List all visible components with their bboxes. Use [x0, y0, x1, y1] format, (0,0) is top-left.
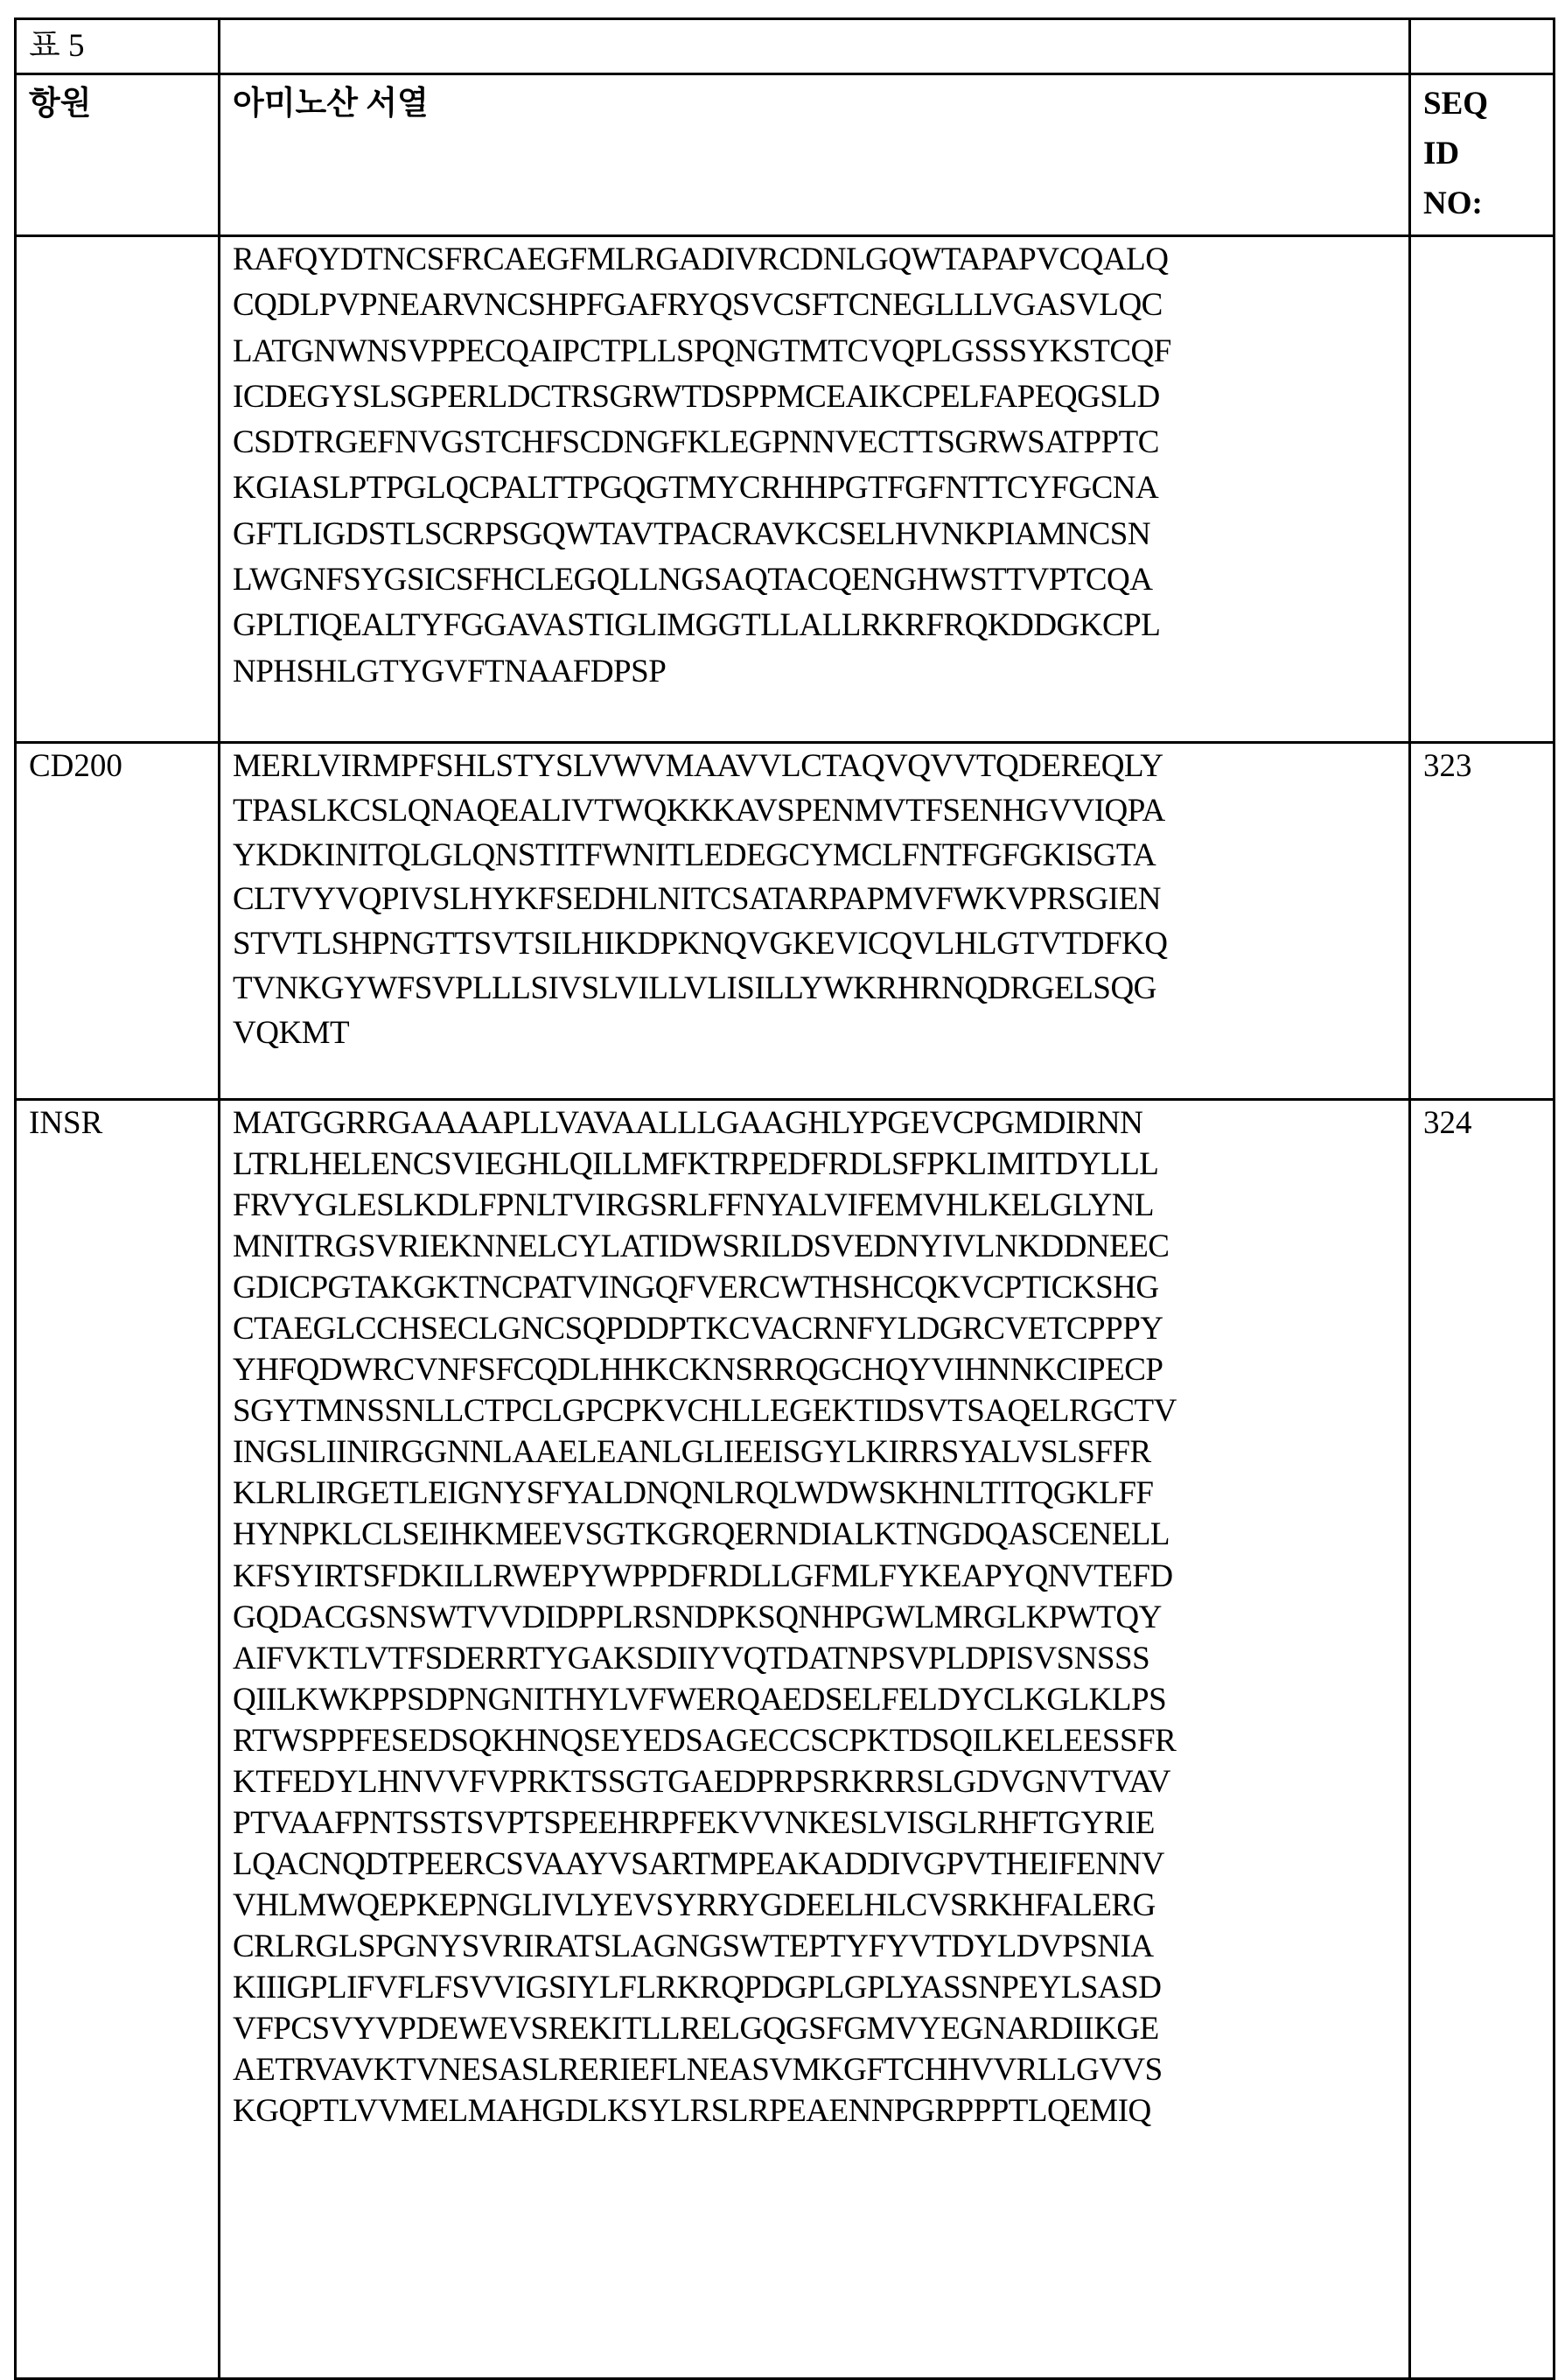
- sequence-line: KTFEDYLHNVVFVPRKTSSGTGAEDPRPSRKRRSLGDVGNVTVAV: [233, 1760, 1408, 1801]
- table-title-row: [16, 19, 1555, 74]
- sequence-line: YKDKINITQLGLQNSTITFWNITLEDEGCYMCLFNTFGFGKISGTA: [233, 833, 1408, 878]
- sequence-line: KIIIGPLIFVFLFSVVIGSIYLFLRKRQPDGPLGPLYASSNPEYLSASD: [233, 1965, 1408, 2006]
- sequence-line: YHFQDWRCVNFSFCQDLHHKCKNSRRQGCHQYVIHNNKCIPECP: [233, 1348, 1408, 1389]
- sequence-line: LATGNWNSVPPECQAIPCTPLLSPQNGTMTCVQPLGSSSYKSTCQF: [233, 329, 1408, 374]
- table-header-row: [16, 74, 1555, 236]
- sequence-line: GPLTIQEALTYFGGAVASTIGLIMGGTLLALLRKRFRQKDDGKCPL: [233, 603, 1408, 648]
- table-row: [16, 236, 1555, 743]
- sequence-line: INGSLIINIRGGNNLAAELEANLGLIEEISGYLKIRRSYALVSLSFFR: [233, 1430, 1408, 1471]
- sequence-line: HYNPKLCLSEIHKMEEVSGTKGRQERNDIALKTNGDQASCENELL: [233, 1512, 1408, 1553]
- sequence-line: MATGGRRGAAAAPLLVAVAALLLGAAGHLYPGEVCPGMDIRNN: [233, 1101, 1408, 1142]
- sequence-line: CTAEGLCCHSECLGNCSQPDDPTKCVACRNFYLDGRCVETCPPPY: [233, 1306, 1408, 1348]
- sequence-line: CQDLPVPNEARVNCSHPFGAFRYQSVCSFTCNEGLLLVGASVLQC: [233, 283, 1408, 328]
- sequence-table: [14, 18, 1555, 2380]
- sequence-cell: [220, 1100, 1410, 2379]
- sequence-line: QIILKWKPPSDPNGNITHYLVFWERQAEDSELFELDYCLKGLKLPS: [233, 1677, 1408, 1718]
- sequence-line: RTWSPPFESEDSQKHNQSEYEDSAGECCSCPKTDSQILKELEESSFR: [233, 1718, 1408, 1760]
- header-sequence: 아미노산 서열: [220, 74, 1410, 236]
- sequence-line: TVNKGYWFSVPLLLSIVSLVILLVLISILLYWKRHRNQDRGELSQG: [233, 966, 1408, 1011]
- sequence-line: ICDEGYSLSGPERLDCTRSGRWTDSPPMCEAIKCPELFAPEQGSLD: [233, 374, 1408, 420]
- antigen-cell: [16, 236, 220, 743]
- sequence-line: NPHSHLGTYGVFTNAAFDPSP: [233, 649, 1408, 695]
- sequence-line: VQKMT: [233, 1011, 1408, 1055]
- sequence-line: AETRVAVKTVNESASLRERIEFLNEASVMKGFTCHHVVRLLGVVS: [233, 2048, 1408, 2089]
- table-title: 표 5: [16, 19, 220, 74]
- sequence-line: KFSYIRTSFDKILLRWEPYWPPDFRDLLGFMLFYKEAPYQNVTEFD: [233, 1554, 1408, 1595]
- seq-id-cell: 323: [1410, 743, 1555, 1100]
- sequence-line: CLTVYVQPIVSLHYKFSEDHLNITCSATARPAPMVFWKVPRSGIEN: [233, 877, 1408, 921]
- sequence-line: GFTLIGDSTLSCRPSGQWTAVTPACRAVKCSELHVNKPIAMNCSN: [233, 512, 1408, 557]
- sequence-line: RAFQYDTNCSFRCAEGFMLRGADIVRCDNLGQWTAPAPVCQALQ: [233, 237, 1408, 283]
- header-seq-id: SEQ ID NO:: [1410, 74, 1555, 236]
- sequence-cell: [220, 236, 1410, 743]
- seq-id-cell: [1410, 236, 1555, 743]
- sequence-line: MERLVIRMPFSHLSTYSLVWVMAAVVLCTAQVQVVTQDEREQLY: [233, 744, 1408, 788]
- sequence-line: FRVYGLESLKDLFPNLTVIRGSRLFFNYALVIFEMVHLKELGLYNL: [233, 1183, 1408, 1224]
- header-antigen: 항원: [16, 74, 220, 236]
- sequence-line: KGQPTLVVMELMAHGDLKSYLRSLRPEAENNPGRPPPTLQEMIQ: [233, 2089, 1408, 2130]
- sequence-line: LWGNFSYGSICSFHCLEGQLLNGSAQTACQENGHWSTTVPTCQA: [233, 557, 1408, 603]
- sequence-line: KGIASLPTPGLQCPALTTPGQGTMYCRHHPGTFGFNTTCYFGCNA: [233, 466, 1408, 511]
- seq-id-cell: 324: [1410, 1100, 1555, 2379]
- sequence-line: VFPCSVYVPDEWEVSREKITLLRELGQGSFGMVYEGNARDIIKGE: [233, 2006, 1408, 2048]
- sequence-line: VHLMWQEPKEPNGLIVLYEVSYRRYGDEELHLCVSRKHFALERG: [233, 1883, 1408, 1924]
- table-row: [16, 743, 1555, 1100]
- sequence-cell: [220, 743, 1410, 1100]
- sequence-line: LQACNQDTPEERCSVAAYVSARTMPEAKADDIVGPVTHEIFENNV: [233, 1842, 1408, 1883]
- sequence-line: LTRLHELENCSVIEGHLQILLMFKTRPEDFRDLSFPKLIMITDYLLL: [233, 1142, 1408, 1183]
- antigen-cell: INSR: [16, 1100, 220, 2379]
- sequence-line: AIFVKTLVTFSDERRTYGAKSDIIYVQTDATNPSVPLDPISVSNSSS: [233, 1636, 1408, 1677]
- table-row: [16, 1100, 1555, 2379]
- sequence-line: TPASLKCSLQNAQEALIVTWQKKKAVSPENMVTFSENHGVVIQPA: [233, 788, 1408, 833]
- sequence-line: SGYTMNSSNLLCTPCLGPCPKVCHLLEGEKTIDSVTSAQELRGCTV: [233, 1389, 1408, 1430]
- sequence-line: KLRLIRGETLEIGNYSFYALDNQNLRQLWDWSKHNLTITQGKLFF: [233, 1471, 1408, 1512]
- sequence-line: PTVAAFPNTSSTSVPTSPEEHRPFEKVVNKESLVISGLRHFTGYRIE: [233, 1801, 1408, 1842]
- sequence-line: STVTLSHPNGTTSVTSILHIKDPKNQVGKEVICQVLHLGTVTDFKQ: [233, 921, 1408, 966]
- sequence-line: GQDACGSNSWTVVDIDPPLRSNDPKSQNHPGWLMRGLKPWTQY: [233, 1595, 1408, 1636]
- sequence-line: MNITRGSVRIEKNNELCYLATIDWSRILDSVEDNYIVLNKDDNEEC: [233, 1224, 1408, 1265]
- sequence-line: CSDTRGEFNVGSTCHFSCDNGFKLEGPNNVECTTSGRWSATPPTC: [233, 420, 1408, 466]
- sequence-line: GDICPGTAKGKTNCPATVINGQFVERCWTHSHCQKVCPTICKSHG: [233, 1265, 1408, 1306]
- antigen-cell: CD200: [16, 743, 220, 1100]
- sequence-line: CRLRGLSPGNYSVRIRATSLAGNGSWTEPTYFYVTDYLDVPSNIA: [233, 1924, 1408, 1965]
